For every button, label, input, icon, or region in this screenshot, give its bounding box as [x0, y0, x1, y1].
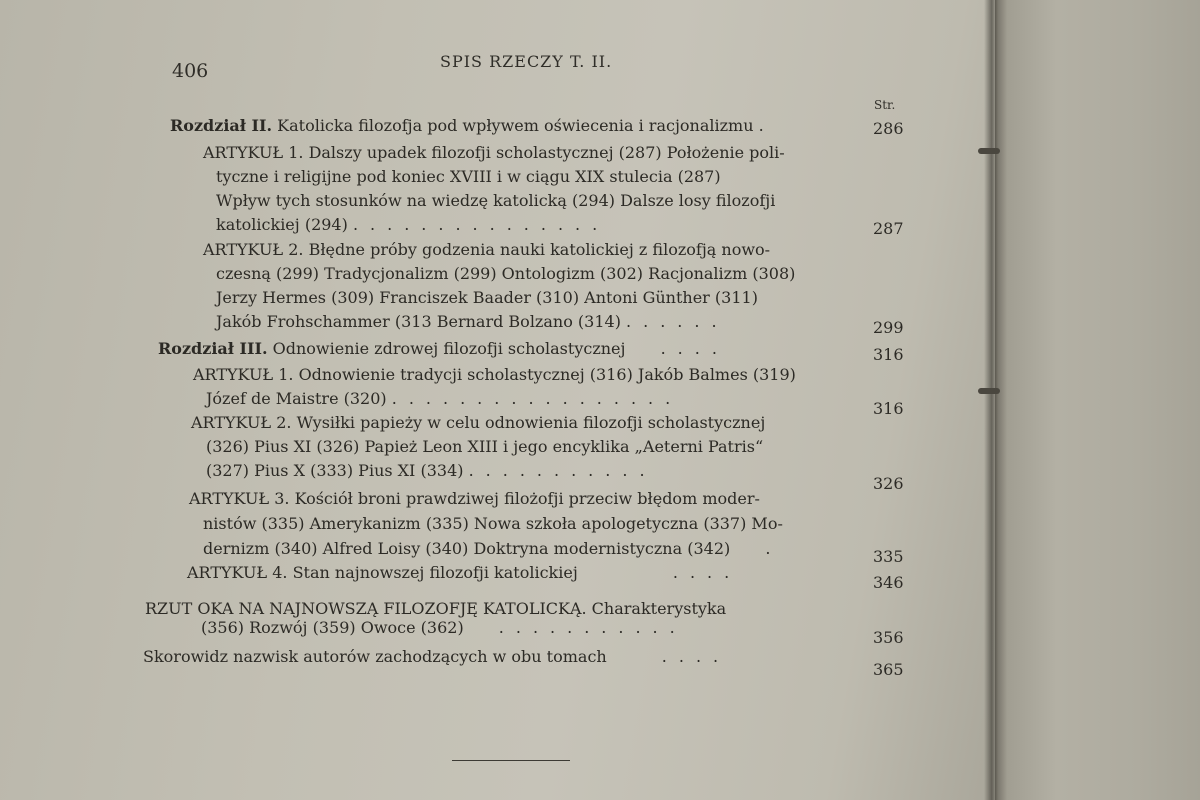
page-number: 406 [172, 60, 209, 82]
toc-entry-line: ARTYKUŁ 1. Dalszy upadek filozofji scholastycznej (287) Położenie poli- [203, 143, 785, 162]
toc-page-number: 346 [873, 573, 904, 592]
toc-entry-line: ARTYKUŁ 2. Błędne próby godzenia nauki katolickiej z filozofją nowo- [203, 240, 771, 259]
toc-page-number: 316 [873, 399, 904, 418]
toc-entry-text: ARTYKUŁ 4. Stan najnowszej filozofji katolickiej [187, 563, 578, 582]
chapter-heading: Rozdział II. [170, 116, 273, 135]
toc-entry-line: nistów (335) Amerykanizm (335) Nowa szkoła apologetyczna (337) Mo- [203, 514, 783, 533]
toc-page-number: 335 [873, 547, 904, 566]
toc-entry-line: ARTYKUŁ 2. Wysiłki papieży w celu odnowienia filozofji scholastycznej [191, 413, 766, 432]
chapter-heading: Rozdział III. [158, 339, 268, 358]
toc-entry-line [216, 312, 729, 332]
toc-entry-line [216, 215, 609, 235]
toc-page-number: 326 [873, 474, 904, 493]
leader-dots: ............... [352, 215, 610, 234]
chapter-title: Katolicka filozofja pod wpływem oświecenia i racjonalizmu [277, 116, 754, 135]
toc-entry-line [187, 563, 741, 583]
binding-stitch [978, 148, 1000, 154]
page-title: SPIS RZECZY T. II. [440, 52, 613, 71]
toc-entry-line: RZUT OKA NA NAJNOWSZĄ FILOZOFJĘ KATOLICKĄ. Charakterystyka [145, 599, 727, 618]
toc-entry-line: tyczne i religijne pod koniec XVIII i w ciągu XIX stulecia (287) [216, 167, 721, 186]
leader-dots: . [765, 539, 783, 558]
end-rule [452, 760, 570, 761]
toc-page-number: 286 [873, 119, 904, 138]
binding-stitch [978, 388, 1000, 394]
toc-page-number: 287 [873, 219, 904, 238]
toc-entry-line [201, 618, 687, 638]
toc-page-number: 365 [873, 660, 904, 679]
toc-page-number: 299 [873, 318, 904, 337]
toc-entry-line: Jerzy Hermes (309) Franciszek Baader (310) Antoni Günther (311) [216, 288, 758, 307]
toc-entry-line: ARTYKUŁ 3. Kościół broni prawdziwej filożofji przeciw błędom moder- [189, 489, 760, 508]
toc-entry-text: Jakób Frohschammer (313 Bernard Bolzano (314) [216, 312, 621, 331]
toc-page-number: 356 [873, 628, 904, 647]
toc-entry-line: (326) Pius XI (326) Papież Leon XIII i jego encyklika „Aeterni Patris“ [206, 437, 764, 456]
toc-entry-chapter [170, 116, 764, 136]
toc-entry-text: Skorowidz nazwisk autorów zachodzących w obu tomach [143, 647, 607, 666]
toc-entry-text: katolickiej (294) [216, 215, 348, 234]
toc-entry-line [206, 461, 657, 481]
leader-dots: ........... [498, 618, 687, 637]
toc-entry-line [203, 539, 782, 559]
leader-dots: ...... [626, 312, 729, 331]
toc-entry-text: Józef de Maistre (320) [206, 389, 387, 408]
leader-dots: .... [672, 563, 742, 582]
book-page-right [995, 0, 1200, 800]
toc-page-number: 316 [873, 345, 904, 364]
chapter-title: Odnowienie zdrowej filozofji scholastycznej [272, 339, 626, 358]
leader-dots: .... [661, 647, 731, 666]
leader-dots: ........... [468, 461, 657, 480]
column-label-str: Str. [874, 98, 896, 112]
toc-entry-line: ARTYKUŁ 1. Odnowienie tradycji scholastycznej (316) Jakób Balmes (319) [193, 365, 796, 384]
leader-dots: ................. [391, 389, 683, 408]
toc-entry-line [143, 647, 730, 667]
toc-entry-text: (327) Pius X (333) Pius XI (334) [206, 461, 464, 480]
toc-entry-line: Wpływ tych stosunków na wiedzę katolicką (294) Dalsze losy filozofji [216, 191, 776, 210]
book-spine [984, 0, 998, 800]
toc-entry-text: (356) Rozwój (359) Owoce (362) [201, 618, 464, 637]
toc-entry-line: czesną (299) Tradycjonalizm (299) Ontologizm (302) Racjonalizm (308) [216, 264, 796, 283]
leader-dots: .... [660, 339, 729, 358]
toc-entry-text: dernizm (340) Alfred Loisy (340) Doktryna modernistyczna (342) [203, 539, 731, 558]
toc-entry-chapter [158, 339, 729, 359]
leader-dots: . [758, 116, 764, 135]
toc-entry-line [206, 389, 682, 409]
